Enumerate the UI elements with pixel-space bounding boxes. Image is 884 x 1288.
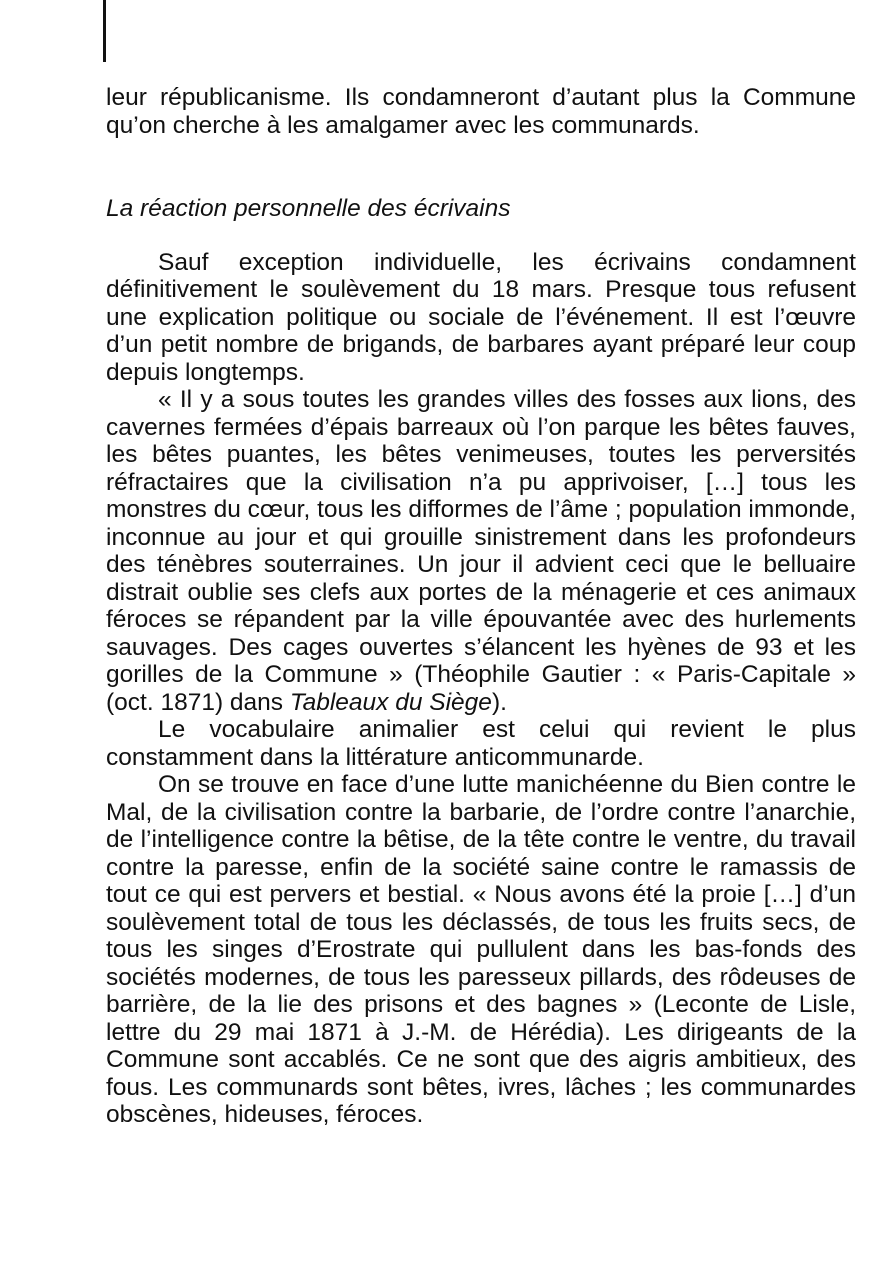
section-heading: La réaction personnelle des écrivains: [106, 195, 511, 222]
paragraph-3: Le vocabulaire animalier est celui qui revient le plus constamment dans la littérature anticommunarde.: [106, 716, 856, 771]
margin-bar: [103, 0, 106, 62]
page-text: [106, 84, 856, 1129]
intro-paragraph: leur républicanisme. Ils condamneront d’autant plus la Commune qu’on cherche à les amalgamer avec les communards.: [106, 84, 856, 139]
paragraph-2-quote: [106, 386, 856, 716]
quote-text: « Il y a sous toutes les grandes villes des fosses aux lions, des cavernes fermées d’épais barreaux où l’on parque les bêtes fauves, les bêtes puantes, les bêtes venimeuses, toutes les perversités réfractaires que la civilisation n’a pu apprivoiser, […] tous les monstres du cœur, tous les difformes de l’âme ; population immonde, inconnue au jour et qui grouille sinistrement dans les profondeurs des ténèbres souterraines. Un jour il advient ceci que le belluaire distrait oublie ses clefs aux portes de la ménagerie et ces animaux féroces se répandent par la ville épouvantée avec des hurlements sauvages. Des cages ouvertes s’élancent les hyènes de 93 et les gorilles de la Commune » (Théophile Gautier : « Paris-Capitale » (oct. 1871) dans: [106, 386, 856, 716]
book-title: Tableaux du Siège: [289, 688, 492, 716]
paragraph-4: On se trouve en face d’une lutte manichéenne du Bien contre le Mal, de la civilisation contre la barbarie, de l’ordre contre l’anarchie, de l’intelligence contre la bêtise, de la tête contre le ventre, du travail contre la paresse, enfin de la société saine contre le ramassis de tout ce qui est pervers et bestial. « Nous avons été la proie […] d’un soulèvement total de tous les déclassés, de tous les fruits secs, de tous les singes d’Erostrate qui pullulent dans les bas-fonds des sociétés modernes, de tous les paresseux pillards, des rôdeuses de barrière, de la lie des prisons et des bagnes » (Leconte de Lisle, lettre du 29 mai 1871 à J.-M. de Hérédia). Les dirigeants de la Commune sont accablés. Ce ne sont que des aigris ambitieux, des fous. Les communards sont bêtes, ivres, lâches ; les communardes obscènes, hideuses, féroces.: [106, 771, 856, 1128]
paragraph-1: Sauf exception individuelle, les écrivains condamnent définitivement le soulèvement du 18 mars. Presque tous refusent une explication politique ou sociale de l’événement. Il est l’œuvre d’un petit nombre de brigands, de barbares ayant préparé leur coup depuis longtemps.: [106, 248, 856, 386]
quote-end: ).: [491, 688, 507, 716]
